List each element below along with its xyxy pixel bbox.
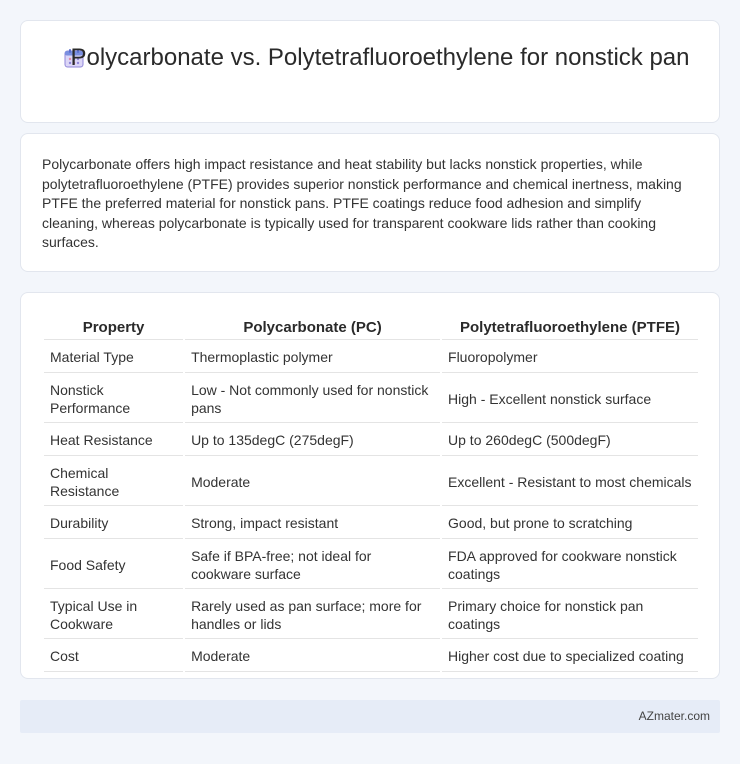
table-cell-ptfe: Good, but prone to scratching [442, 508, 698, 539]
table-row [44, 508, 698, 539]
table-row [44, 458, 698, 506]
table-header-row [44, 317, 698, 340]
table-cell-ptfe: Higher cost due to specialized coating [442, 641, 698, 672]
column-header-ptfe: Polytetrafluoroethylene (PTFE) [442, 317, 698, 340]
table-cell-property: Typical Use in Cookware [44, 591, 183, 639]
table-row [44, 641, 698, 672]
table-cell-ptfe: Fluoropolymer [442, 342, 698, 373]
table-cell-ptfe: FDA approved for cookware nonstick coatings [442, 541, 698, 589]
table-cell-property: Food Safety [44, 541, 183, 589]
table-cell-pc: Moderate [185, 641, 440, 672]
table-cell-ptfe: High - Excellent nonstick surface [442, 375, 698, 423]
table-cell-pc: Strong, impact resistant [185, 508, 440, 539]
table-cell-pc: Low - Not commonly used for nonstick pans [185, 375, 440, 423]
comparison-table [42, 315, 700, 674]
table-cell-pc: Thermoplastic polymer [185, 342, 440, 373]
table-cell-property: Durability [44, 508, 183, 539]
table-row [44, 425, 698, 456]
table-cell-ptfe: Up to 260degC (500degF) [442, 425, 698, 456]
table-cell-pc: Up to 135degC (275degF) [185, 425, 440, 456]
table-cell-property: Chemical Resistance [44, 458, 183, 506]
summary-card [20, 133, 720, 272]
table-cell-pc: Rarely used as pan surface; more for handles or lids [185, 591, 440, 639]
table-cell-property: Cost [44, 641, 183, 672]
table-cell-ptfe: Excellent - Resistant to most chemicals [442, 458, 698, 506]
table-row [44, 375, 698, 423]
table-row [44, 541, 698, 589]
table-cell-pc: Safe if BPA-free; not ideal for cookware surface [185, 541, 440, 589]
table-cell-property: Heat Resistance [44, 425, 183, 456]
page-title: Polycarbonate vs. Polytetrafluoroethylene for nonstick pan [70, 44, 690, 71]
table-cell-property: Nonstick Performance [44, 375, 183, 423]
summary-paragraph: Polycarbonate offers high impact resistance and heat stability but lacks nonstick properties, while polytetrafluoroethylene (PTFE) provides superior nonstick performance and chemical inertness, making PTFE the preferred material for nonstick pans. PTFE coatings reduce food adhesion and simplify cleaning, whereas polycarbonate is typically used for transparent cookware lids rather than cooking surfaces. [42, 156, 682, 251]
comparison-table-card [20, 292, 720, 679]
table-row [44, 591, 698, 639]
footer-brand[interactable]: AZmater.com [638, 709, 710, 723]
table-cell-property: Material Type [44, 342, 183, 373]
table-row [44, 342, 698, 373]
table-cell-pc: Moderate [185, 458, 440, 506]
column-header-polycarbonate: Polycarbonate (PC) [185, 317, 440, 340]
footer-bar [20, 700, 720, 733]
title-card [20, 20, 720, 123]
column-header-property: Property [44, 317, 183, 340]
table-cell-ptfe: Primary choice for nonstick pan coatings [442, 591, 698, 639]
